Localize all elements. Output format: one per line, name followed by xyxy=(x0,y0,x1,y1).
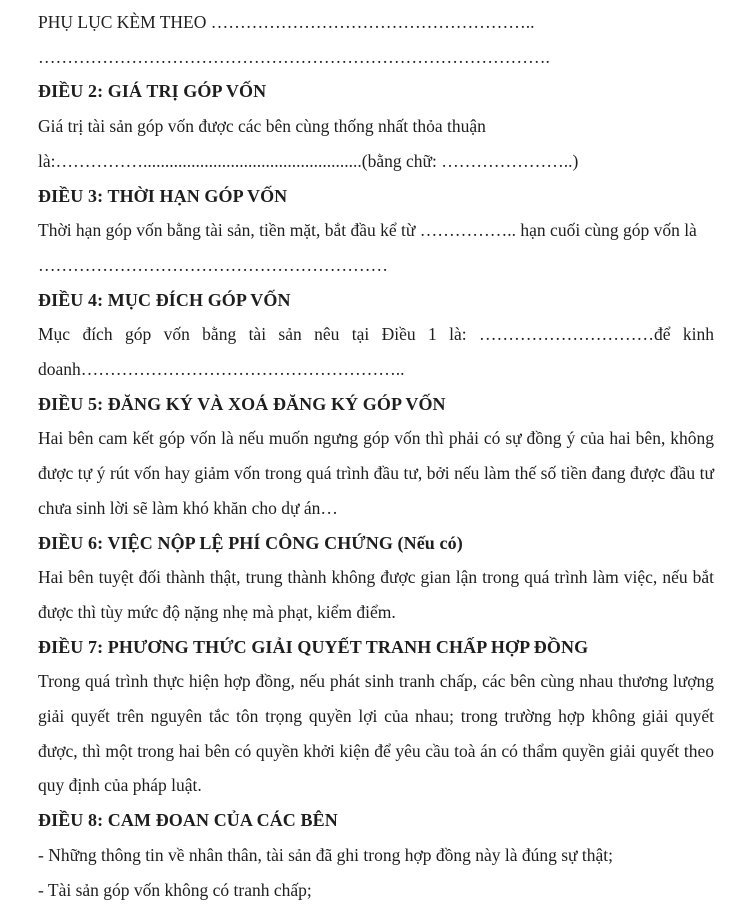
paragraph: là:……………..................................................(bằng chữ: …………………..) xyxy=(38,150,579,171)
paragraph: Giá trị tài sản góp vốn được các bên cùng thống nhất thỏa thuận xyxy=(38,116,486,137)
section-heading: ĐIỀU 8: CAM ĐOAN CỦA CÁC BÊN xyxy=(38,810,338,831)
paragraph: - Tài sản góp vốn không có tranh chấp; xyxy=(38,879,312,900)
document-content xyxy=(38,5,714,907)
section-heading: ĐIỀU 6: VIỆC NỘP LỆ PHÍ CÔNG CHỨNG (Nếu có) xyxy=(38,532,463,553)
section-heading: ĐIỀU 7: PHƯƠNG THỨC GIẢI QUYẾT TRANH CHẤP HỢP ĐỒNG xyxy=(38,636,589,657)
paragraph: Trong quá trình thực hiện hợp đồng, nếu phát sinh tranh chấp, các bên cùng nhau thương lượng giải quyết trên nguyên tắc tôn trọng quyền lợi của nhau; trong trường hợp không giải quyết được, thì một trong hai bên có quyền khởi kiện để yêu cầu toà án có thẩm quyền giải quyết theo quy định của pháp luật. xyxy=(38,671,714,796)
paragraph: Hai bên cam kết góp vốn là nếu muốn ngưng góp vốn thì phải có sự đồng ý của hai bên, không được tự ý rút vốn hay giảm vốn trong quá trình đầu tư, bởi nếu làm thế số tiền đang được đầu tư chưa sinh lời sẽ làm khó khăn cho dự án… xyxy=(38,428,714,518)
paragraph: Mục đích góp vốn bằng tài sản nêu tại Điều 1 là: …………………………để kinh doanh……………………………………………….. xyxy=(38,324,714,380)
section-heading: ĐIỀU 5: ĐĂNG KÝ VÀ XOÁ ĐĂNG KÝ GÓP VỐN xyxy=(38,393,446,414)
paragraph: PHỤ LỤC KÈM THEO ……………………………………………….. xyxy=(38,12,535,32)
paragraph: Thời hạn góp vốn bằng tài sản, tiền mặt, bắt đầu kể từ …………….. hạn cuối cùng góp vốn là xyxy=(38,220,697,241)
section-heading: ĐIỀU 4: MỤC ĐÍCH GÓP VỐN xyxy=(38,289,291,310)
paragraph: …………………………………………………… xyxy=(38,254,388,275)
section-heading: ĐIỀU 2: GIÁ TRỊ GÓP VỐN xyxy=(38,81,267,102)
section-heading: ĐIỀU 3: THỜI HẠN GÓP VỐN xyxy=(38,185,288,206)
paragraph: ……………………………………………………………………………. xyxy=(38,46,550,67)
paragraph: - Những thông tin về nhân thân, tài sản đã ghi trong hợp đồng này là đúng sự thật; xyxy=(38,844,614,865)
paragraph: Hai bên tuyệt đối thành thật, trung thành không được gian lận trong quá trình làm việc, nếu bắt được thì tùy mức độ nặng nhẹ mà phạt, kiểm điểm. xyxy=(38,567,714,622)
